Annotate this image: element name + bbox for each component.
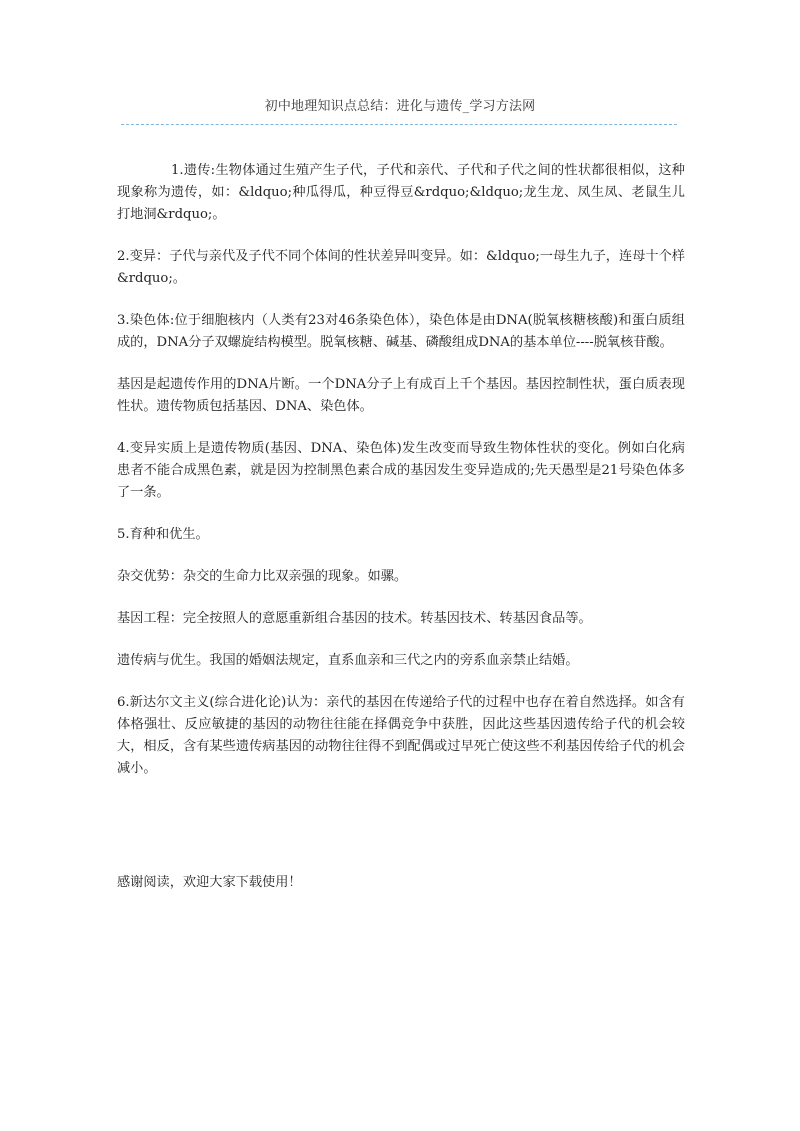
closing-message: 感谢阅读，欢迎大家下载使用！	[117, 875, 302, 890]
paragraph-genetic-engineering: 基因工程：完全按照人的意愿重新组合基因的技术。转基因技术、转基因食品等。	[117, 611, 592, 626]
document-title: 初中地理知识点总结：进化与遗传_学习方法网	[264, 99, 536, 114]
paragraph-breeding: 5.育种和优生。	[117, 527, 209, 542]
blank-spacer	[117, 800, 685, 872]
paragraph-variation-essence: 4.变异实质上是遗传物质(基因、DNA、染色体)发生改变而导致生物体性状的变化。例如白化病患者不能合成黑色素，就是因为控制黑色素合成的基因发生变异造成的;先天愚型是21号染色体多了一条。	[117, 441, 685, 500]
paragraph-neo-darwinism: 6.新达尔文主义(综合进化论)认为：亲代的基因在传递给子代的过程中也存在着自然选择。如含有体格强壮、反应敏捷的基因的动物往往能在择偶竞争中获胜，因此这些基因遗传给子代的机会较大，相反，含有某些遗传病基因的动物往往得不到配偶或过早死亡使这些不利基因传给子代的机会减小。	[117, 695, 685, 776]
paragraph-eugenics: 遗传病与优生。我国的婚姻法规定，直系血亲和三代之内的旁系血亲禁止结婚。	[117, 653, 579, 668]
paragraph-chromosome: 3.染色体:位于细胞核内（人类有23对46条染色体），染色体是由DNA(脱氧核糖核酸)和蛋白质组成的，DNA分子双螺旋结构模型。脱氧核糖、碱基、磷酸组成DNA的基本单位----脱氧核苷酸。	[117, 313, 685, 350]
title-dashed-divider	[121, 124, 677, 125]
paragraph-heredity: 1.遗传:生物体通过生殖产生子代，子代和亲代、子代和子代之间的性状都很相似，这种现象称为遗传，如：&ldquo;种瓜得瓜，种豆得豆&rdquo;&ldquo;龙生龙、凤生凤、老鼠生儿打地洞&rdquo;。	[117, 163, 685, 222]
paragraph-gene: 基因是起遗传作用的DNA片断。一个DNA分子上有成百上千个基因。基因控制性状，蛋白质表现性状。遗传物质包括基因、DNA、染色体。	[117, 377, 685, 414]
paragraph-variation: 2.变异：子代与亲代及子代不同个体间的性状差异叫变异。如：&ldquo;一母生九子，连母十个样&rdquo;。	[117, 249, 685, 286]
document-body	[117, 160, 685, 894]
paragraph-hybrid-vigor: 杂交优势：杂交的生命力比双亲强的现象。如骡。	[117, 569, 408, 584]
